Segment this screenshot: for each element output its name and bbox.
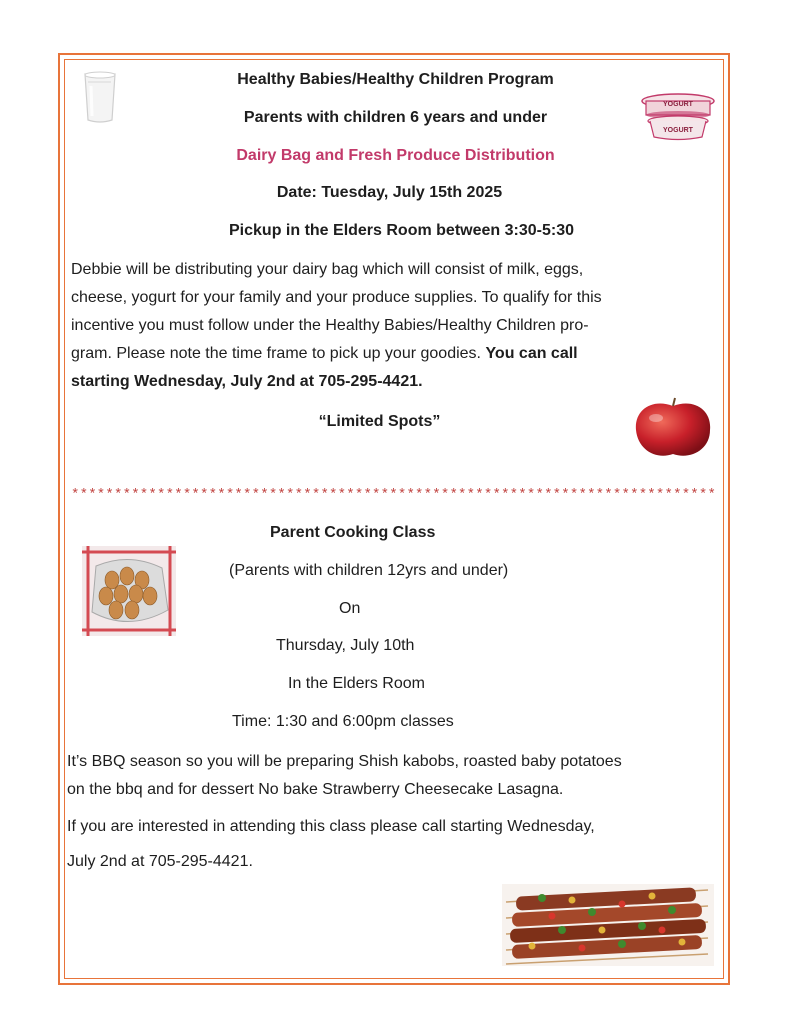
event-title: Dairy Bag and Fresh Produce Distribution xyxy=(236,147,555,164)
cooking-audience: (Parents with children 12yrs and under) xyxy=(229,562,509,579)
cooking-date: Thursday, July 10th xyxy=(276,637,415,654)
cooking-title: Parent Cooking Class xyxy=(270,524,436,541)
audience-line: Parents with children 6 years and under xyxy=(243,109,548,126)
cooking-time: Time: 1:30 and 6:00pm classes xyxy=(232,713,454,730)
kabobs-icon xyxy=(502,884,714,966)
date-line: Date: Tuesday, July 15th 2025 xyxy=(276,184,503,201)
yogurt-label: YOGURT xyxy=(663,101,693,108)
cooking-location: In the Elders Room xyxy=(288,675,425,692)
yogurt-label-2: YOGURT xyxy=(663,127,693,134)
apple-icon xyxy=(632,396,714,460)
body-line-4 xyxy=(71,340,578,368)
pickup-line: Pickup in the Elders Room between 3:30-5:30 xyxy=(229,222,574,239)
limited-spots: “Limited Spots” xyxy=(318,413,441,430)
body-line-5: starting Wednesday, July 2nd at 705-295-4421. xyxy=(71,373,423,390)
section-separator: *************************************************************************** xyxy=(71,487,717,503)
program-title: Healthy Babies/Healthy Children Program xyxy=(237,71,554,88)
cooking-desc-2: on the bbq and for dessert No bake Strawberry Cheesecake Lasagna. xyxy=(67,781,564,798)
cooking-on: On xyxy=(339,600,361,617)
eggs-basket-icon xyxy=(82,546,176,636)
cooking-call-1: If you are interested in attending this class please call starting Wednesday, xyxy=(67,818,595,835)
cooking-desc-1: It’s BBQ season so you will be preparing Shish kabobs, roasted baby potatoes xyxy=(67,753,622,770)
body-line-4-text: gram. Please note the time frame to pick up your goodies. xyxy=(71,345,486,362)
cooking-call-2: July 2nd at 705-295-4421. xyxy=(67,853,253,870)
body-line-4-bold: You can call xyxy=(485,345,578,362)
body-line-3: incentive you must follow under the Healthy Babies/Healthy Children pro- xyxy=(71,317,589,334)
body-line-1: Debbie will be distributing your dairy bag which will consist of milk, eggs, xyxy=(71,261,584,278)
body-line-2: cheese, yogurt for your family and your produce supplies. To qualify for this xyxy=(71,289,602,306)
